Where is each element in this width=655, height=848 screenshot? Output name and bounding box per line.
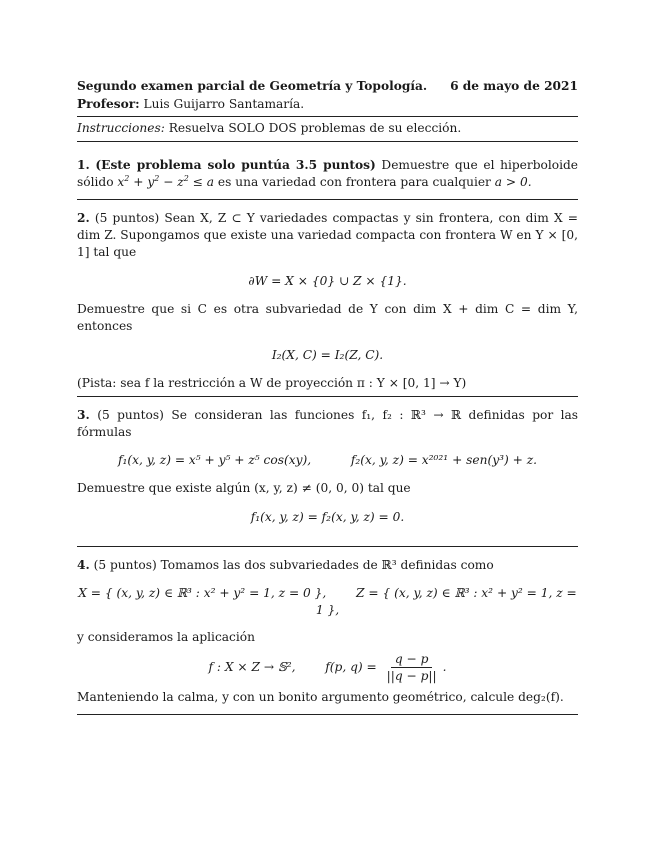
problem-4-sets	[77, 585, 578, 619]
problem-1	[77, 157, 578, 191]
problem-2-eq2: I₂(X, C) = I₂(Z, C).	[271, 348, 384, 362]
problem-1-lead: (Este problema solo puntúa 3.5 puntos)	[95, 158, 376, 172]
problem-2-line2: Demuestre que si C es otra subvariedad de Y con dim X + dim C = dim Y, entonces	[77, 302, 578, 333]
problem-3-eq1b: f₂(x, y, z) = x²⁰²¹ + sen(y³) + z.	[350, 453, 538, 467]
problem-2-line1: Sean X, Z ⊂ Y variedades compactas y sin frontera, con dim X = dim Z. Supongamos que existe una variedad compacta con frontera W en Y × [0, 1] tal que	[77, 211, 578, 259]
exam-header	[77, 78, 578, 95]
problem-3	[77, 407, 578, 526]
problem-4-line1: Tomamos las dos subvariedades de ℝ³ definidas como	[160, 558, 494, 572]
problem-4-map: f : X × Z → 𝕊², f(p, q) = $\frac{q - p}{||q - p||}$ .	[208, 652, 447, 683]
exam-page	[77, 78, 578, 715]
problem-2-hint: (Pista: sea f la restricción a W de proyección π : Y × [0, 1] → Y)	[77, 376, 467, 390]
problem-4	[77, 557, 578, 706]
divider	[77, 396, 578, 397]
problem-3-eq1	[77, 452, 578, 469]
divider	[77, 141, 578, 142]
problem-2-points: (5 puntos)	[94, 211, 160, 225]
problem-2-eq1: ∂W = X × {0} ∪ Z × {1}.	[248, 274, 407, 288]
problem-2-intro	[77, 210, 578, 261]
professor-line	[77, 96, 578, 113]
instructions-label: Instrucciones:	[77, 121, 165, 135]
divider	[77, 116, 578, 117]
problem-4-points: (5 puntos)	[93, 558, 157, 572]
problem-3-number: 3.	[77, 408, 90, 422]
problem-4-eq-f-lhs: f(p, q) =	[325, 660, 377, 674]
problem-2	[77, 210, 578, 392]
problem-3-line2: Demuestre que existe algún (x, y, z) ≠ (0, 0, 0) tal que	[77, 481, 411, 495]
problem-3-intro	[77, 407, 578, 441]
instructions	[77, 120, 578, 137]
divider	[77, 546, 578, 547]
problem-3-line1: Se consideran las funciones f₁, f₂ : ℝ³ → ℝ definidas por las fórmulas	[77, 408, 579, 439]
problem-3-eq2: f₁(x, y, z) = f₂(x, y, z) = 0.	[250, 510, 405, 524]
problem-1-number: 1.	[77, 158, 90, 172]
problem-3-eq1a: f₁(x, y, z) = x⁵ + y⁵ + z⁵ cos(xy),	[117, 453, 312, 467]
divider	[77, 199, 578, 200]
exam-date: 6 de mayo de 2021	[450, 79, 578, 93]
problem-4-intro	[77, 557, 578, 574]
problem-4-fraction	[383, 652, 441, 683]
problem-1-text-a: Demuestre que el hiperboloide sólido	[77, 158, 579, 189]
problem-1-text-c: a > 0.	[494, 175, 532, 189]
problem-2-number: 2.	[77, 211, 90, 225]
problem-1-text-b: es una variedad con frontera para cualquier	[217, 175, 491, 189]
fraction-numerator: q − p	[391, 652, 433, 668]
hyperboloid-formula: $x^2 + y^2 - z^2 \le a$	[117, 174, 215, 189]
problem-4-number: 4.	[77, 558, 90, 572]
fraction-denominator: ||q − p||	[386, 669, 437, 683]
problem-4-eq-map: f : X × Z → 𝕊²,	[208, 660, 296, 674]
problem-4-eqX: X = { (x, y, z) ∈ ℝ³ : x² + y² = 1, z = 0 },	[78, 586, 327, 600]
divider	[77, 714, 578, 715]
professor-name: Luis Guijarro Santamaría.	[143, 97, 305, 111]
instructions-text: Resuelva SOLO DOS problemas de su elección.	[168, 121, 462, 135]
problem-4-line3: Manteniendo la calma, y con un bonito argumento geométrico, calcule deg₂(f).	[77, 690, 564, 704]
problem-4-eqZ: Z = { (x, y, z) ∈ ℝ³ : x² + y² = 1, z = 1 },	[315, 586, 577, 617]
professor-label: Profesor:	[77, 97, 140, 111]
problem-1-text	[77, 157, 578, 191]
exam-title: Segundo examen parcial de Geometría y Topología.	[77, 79, 428, 93]
problem-4-line2: y consideramos la aplicación	[77, 630, 255, 644]
problem-3-points: (5 puntos)	[97, 408, 164, 422]
